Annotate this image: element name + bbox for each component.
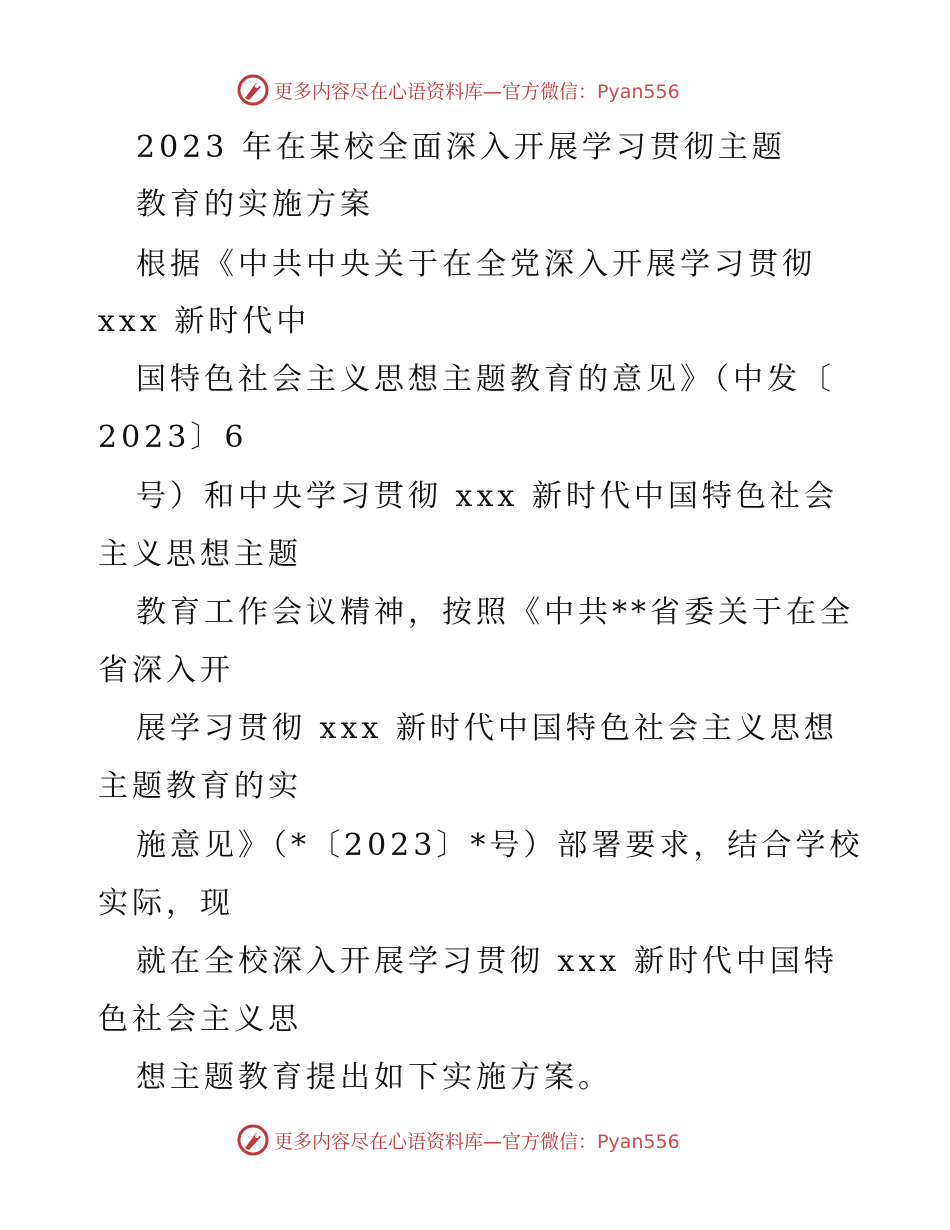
banner-account: Pyan556: [597, 1130, 680, 1153]
doc-paragraph-line: 展学习贯彻 xxx 新时代中国特色社会主义思想: [136, 711, 838, 746]
doc-paragraph-line: 号）和中央学习贯彻 xxx 新时代中国特色社会: [136, 479, 838, 514]
banner-wechat-label: 官方微信：: [502, 1130, 598, 1153]
doc-paragraph-line: 主题教育的实: [98, 769, 302, 804]
doc-title-line-2: 教育的实施方案: [136, 187, 374, 222]
doc-paragraph-line: 2023〕6: [98, 420, 248, 455]
doc-paragraph-line: 想主题教育提出如下实施方案。: [136, 1060, 612, 1095]
doc-paragraph-line: 省深入开: [98, 653, 234, 688]
doc-paragraph-line: xxx 新时代中: [98, 304, 311, 339]
doc-paragraph-line: 国特色社会主义思想主题教育的意见》（中发〔: [136, 362, 835, 397]
banner-separator: —: [483, 1130, 503, 1153]
doc-paragraph-line: 实际，现: [98, 886, 234, 921]
doc-paragraph-line: 施意见》（*〔2023〕*号）部署要求，结合学校: [136, 828, 864, 863]
banner-wechat-label: 官方微信：: [502, 80, 598, 103]
banner-text: [274, 1127, 680, 1154]
pen-nib-circle-icon: [236, 1123, 270, 1157]
banner-account: Pyan556: [597, 80, 680, 103]
footer-watermark-banner: [236, 1122, 680, 1158]
doc-paragraph-line: 就在全校深入开展学习贯彻 xxx 新时代中国特: [136, 944, 838, 979]
banner-separator: —: [483, 80, 503, 103]
doc-paragraph-line: 教育工作会议精神，按照《中共**省委关于在全: [136, 595, 854, 630]
doc-title-line-1: 2023 年在某校全面深入开展学习贯彻主题: [136, 130, 786, 165]
doc-paragraph-line: 根据《中共中央关于在全党深入开展学习贯彻: [136, 247, 816, 282]
banner-site-text: 更多内容尽在心语资料库: [274, 80, 484, 103]
doc-paragraph-line: 主义思想主题: [98, 537, 302, 572]
doc-paragraph-line: 色社会主义思: [98, 1002, 302, 1037]
banner-site-text: 更多内容尽在心语资料库: [274, 1130, 484, 1153]
